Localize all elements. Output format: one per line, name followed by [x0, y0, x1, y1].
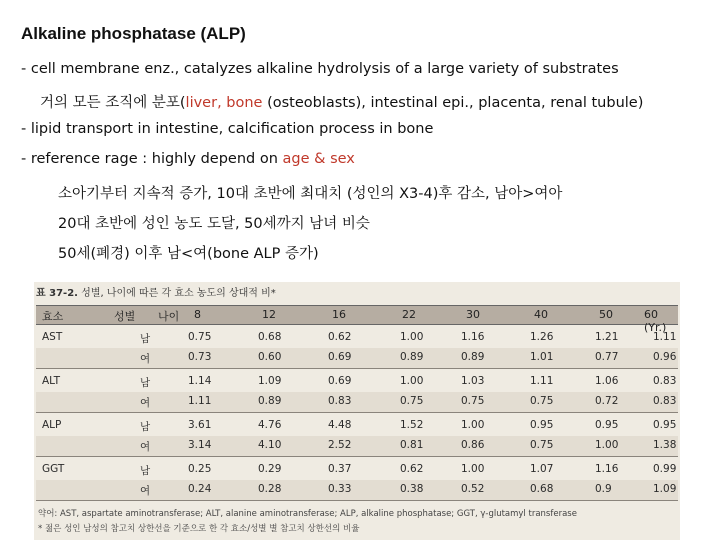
cell-enzyme: ALP	[42, 419, 62, 431]
cell-value: 0.68	[258, 331, 282, 343]
cell-value: 1.07	[530, 463, 554, 475]
cell-sex: 여	[140, 485, 151, 497]
cell-enzyme: GGT	[42, 463, 65, 475]
line-distribution	[40, 91, 643, 112]
cell-value: 0.96	[653, 351, 677, 363]
cell-value: 0.75	[188, 331, 212, 343]
header-age-30: 30	[466, 308, 480, 321]
cell-value: 0.9	[595, 483, 612, 495]
cell-value: 0.89	[258, 395, 282, 407]
cell-value: 0.89	[400, 351, 424, 363]
table-row	[36, 348, 678, 369]
bullet-lipid-transport: - lipid transport in intestine, calcification process in bone	[21, 121, 434, 137]
cell-value: 1.16	[461, 331, 485, 343]
cell-value: 0.83	[328, 395, 352, 407]
cell-sex: 남	[140, 465, 151, 477]
cell-value: 1.01	[530, 351, 554, 363]
cell-value: 2.52	[328, 439, 352, 451]
cell-enzyme: AST	[42, 331, 63, 343]
cell-value: 0.83	[653, 375, 677, 387]
cell-value: 0.86	[461, 439, 485, 451]
cell-value: 0.29	[258, 463, 282, 475]
cell-enzyme: ALT	[42, 375, 61, 387]
cell-value: 1.00	[595, 439, 619, 451]
cell-value: 0.75	[400, 395, 424, 407]
cell-value: 0.75	[461, 395, 485, 407]
bullet-reference-range	[21, 151, 355, 167]
table-footnote-ratio: * 젊은 성인 남성의 참고치 상한선을 기준으로 한 각 효소/성별 별 참고치 상한선의 비율	[38, 524, 360, 534]
cell-value: 0.62	[328, 331, 352, 343]
cell-value: 0.83	[653, 395, 677, 407]
reference-highlight: age & sex	[282, 151, 355, 167]
header-age-40: 40	[534, 308, 548, 321]
cell-value: 0.52	[461, 483, 485, 495]
bullet-cell-membrane: - cell membrane enz., catalyzes alkaline hydrolysis of a large variety of substrates	[21, 61, 619, 77]
header-age-16: 16	[332, 308, 346, 321]
enzyme-ratio-table	[34, 282, 680, 540]
cell-sex: 여	[140, 397, 151, 409]
cell-value: 0.33	[328, 483, 352, 495]
cell-value: 0.24	[188, 483, 212, 495]
table-header-row	[36, 305, 678, 334]
cell-value: 1.03	[461, 375, 485, 387]
header-enzyme: 효소	[42, 310, 64, 323]
header-age-8: 8	[194, 308, 201, 321]
cell-value: 1.00	[461, 419, 485, 431]
table-row	[36, 392, 678, 413]
cell-sex: 여	[140, 353, 151, 365]
cell-value: 3.14	[188, 439, 212, 451]
cell-value: 4.10	[258, 439, 282, 451]
page-title: Alkaline phosphatase (ALP)	[21, 24, 246, 43]
table-row	[36, 480, 678, 501]
cell-value: 0.77	[595, 351, 619, 363]
distribution-text-c: (osteoblasts), intestinal epi., placenta, renal tubule)	[262, 95, 644, 111]
cell-value: 0.81	[400, 439, 424, 451]
cell-value: 4.48	[328, 419, 352, 431]
cell-value: 0.28	[258, 483, 282, 495]
cell-sex: 남	[140, 421, 151, 433]
cell-value: 3.61	[188, 419, 212, 431]
cell-value: 1.11	[188, 395, 212, 407]
header-age-22: 22	[402, 308, 416, 321]
cell-value: 0.75	[530, 395, 554, 407]
cell-sex: 여	[140, 441, 151, 453]
cell-value: 0.95	[595, 419, 619, 431]
cell-value: 1.38	[653, 439, 677, 451]
cell-sex: 남	[140, 333, 151, 345]
table-row	[36, 416, 678, 436]
cell-value: 0.75	[530, 439, 554, 451]
line-childhood: 소아기부터 지속적 증가, 10대 초반에 최대치 (성인의 X3-4)후 감소, 남아>여아	[58, 186, 563, 202]
line-twenties: 20대 초반에 성인 농도 도달, 50세까지 남녀 비슷	[58, 216, 370, 232]
cell-value: 0.38	[400, 483, 424, 495]
cell-value: 0.68	[530, 483, 554, 495]
cell-value: 0.95	[653, 419, 677, 431]
distribution-highlight: liver, bone	[185, 95, 263, 111]
cell-value: 1.09	[258, 375, 282, 387]
table-row	[36, 372, 678, 392]
cell-value: 0.69	[328, 375, 352, 387]
table-caption	[36, 284, 276, 299]
table-caption-text: 성별, 나이에 따른 각 효소 농도의 상대적 비*	[81, 288, 276, 299]
header-sex: 성별	[114, 310, 136, 323]
cell-value: 0.99	[653, 463, 677, 475]
cell-value: 0.89	[461, 351, 485, 363]
cell-value: 1.00	[400, 331, 424, 343]
cell-value: 1.21	[595, 331, 619, 343]
cell-value: 1.09	[653, 483, 677, 495]
table-row	[36, 328, 678, 348]
header-age-12: 12	[262, 308, 276, 321]
cell-value: 0.25	[188, 463, 212, 475]
cell-value: 1.14	[188, 375, 212, 387]
table-caption-number: 표 37-2.	[36, 288, 78, 299]
cell-value: 0.60	[258, 351, 282, 363]
cell-sex: 남	[140, 377, 151, 389]
header-age-60: 60 (Yr.)	[644, 308, 667, 334]
cell-value: 0.37	[328, 463, 352, 475]
cell-value: 1.00	[461, 463, 485, 475]
line-fifties: 50세(폐경) 이후 남<여(bone ALP 증가)	[58, 246, 319, 262]
header-age-50: 50	[599, 308, 613, 321]
cell-value: 1.00	[400, 375, 424, 387]
cell-value: 1.16	[595, 463, 619, 475]
cell-value: 1.11	[530, 375, 554, 387]
cell-value: 1.26	[530, 331, 554, 343]
table-footnote-abbreviations: 약어: AST, aspartate aminotransferase; ALT, alanine aminotransferase; ALP, alkaline phosphatase; GGT, γ-glutamyl transferase	[38, 509, 577, 519]
cell-value: 0.69	[328, 351, 352, 363]
cell-value: 0.72	[595, 395, 619, 407]
header-age: 나이	[158, 310, 180, 323]
cell-value: 0.95	[530, 419, 554, 431]
cell-value: 4.76	[258, 419, 282, 431]
cell-value: 0.62	[400, 463, 424, 475]
reference-text: - reference rage : highly depend on	[21, 151, 283, 167]
table-row	[36, 436, 678, 457]
cell-value: 1.52	[400, 419, 424, 431]
cell-value: 1.06	[595, 375, 619, 387]
table-row	[36, 460, 678, 480]
cell-value: 1.11	[653, 331, 677, 343]
cell-value: 0.73	[188, 351, 212, 363]
distribution-text-a: 거의 모든 조직에 분포(	[40, 95, 186, 111]
